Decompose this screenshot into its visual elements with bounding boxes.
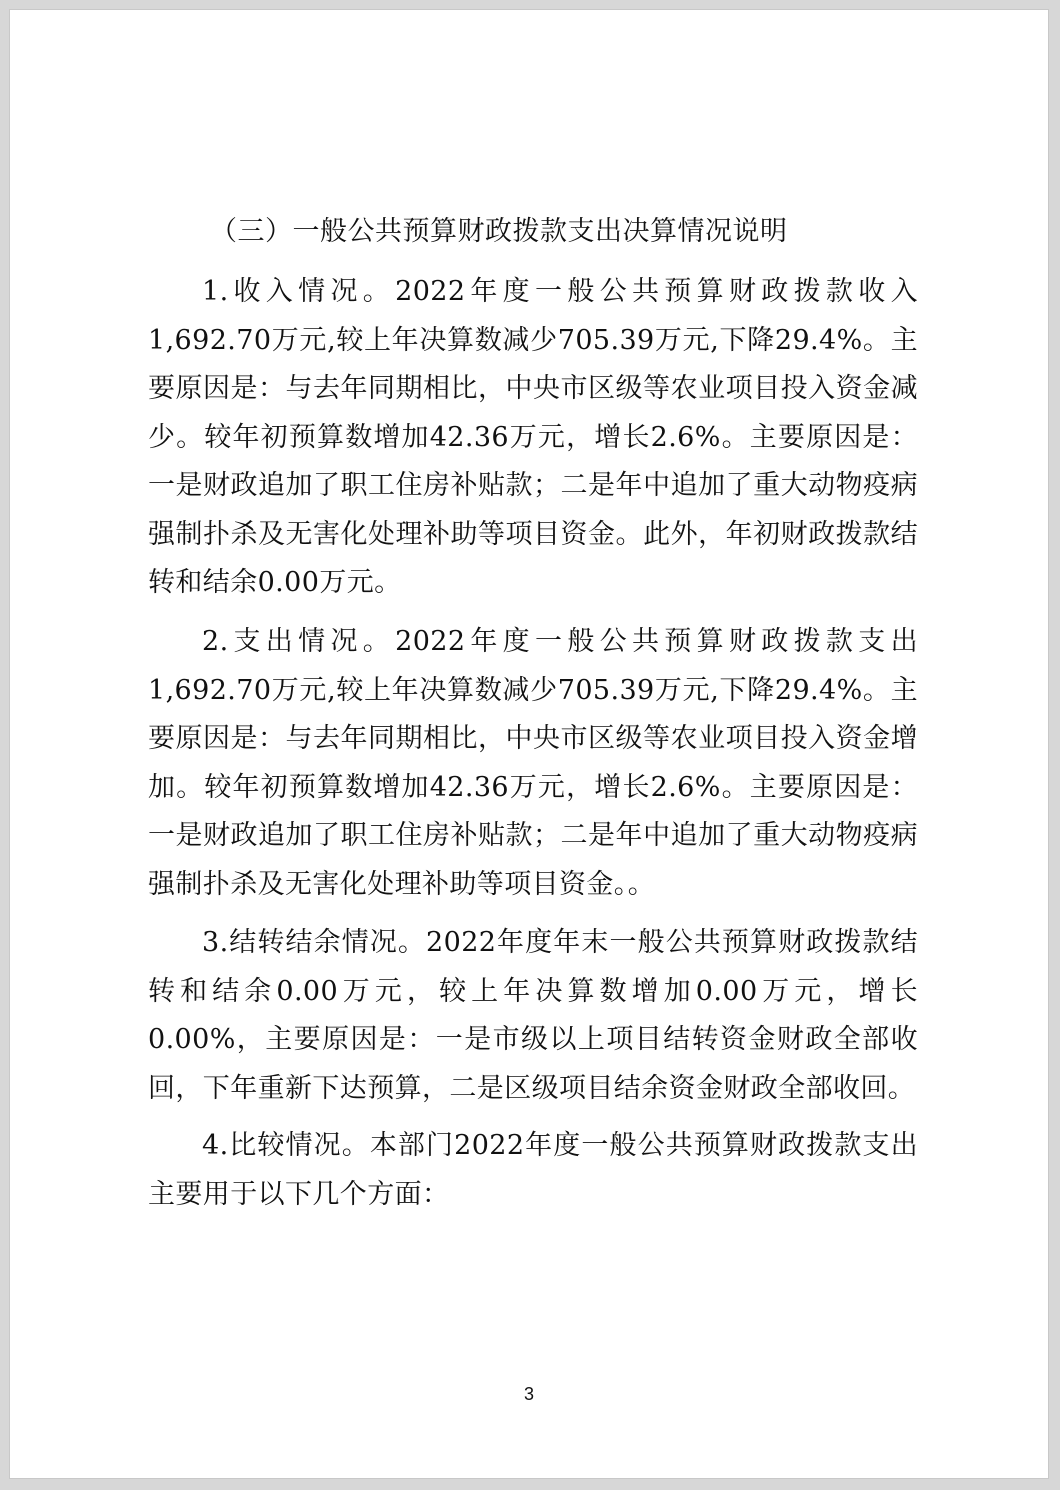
document-page: [10, 10, 1048, 1478]
paragraph-carryover: 3.结转结余情况。2022年度年末一般公共预算财政拨款结转和结余0.00万元，较上年决算数增加0.00万元，增长0.00%，主要原因是：一是市级以上项目结转资金财政全部收回，下年重新下达预算，二是区级项目结余资金财政全部收回。: [148, 927, 918, 1104]
paragraph-income: 1.收入情况。2022年度一般公共预算财政拨款收入1,692.70万元,较上年决算数减少705.39万元,下降29.4%。主要原因是：与去年同期相比，中央市区级等农业项目投入资金减少。较年初预算数增加42.36万元，增长2.6%。主要原因是：一是财政追加了职工住房补贴款；二是年中追加了重大动物疫病强制扑杀及无害化处理补助等项目资金。此外，年初财政拨款结转和结余0.00万元。: [148, 276, 918, 598]
paragraph-expenditure: 2.支出情况。2022年度一般公共预算财政拨款支出1,692.70万元,较上年决算数减少705.39万元,下降29.4%。主要原因是：与去年同期相比，中央市区级等农业项目投入资金增加。较年初预算数增加42.36万元，增长2.6%。主要原因是：一是财政追加了职工住房补贴款；二是年中追加了重大动物疫病强制扑杀及无害化处理补助等项目资金。。: [148, 626, 918, 900]
page-number: 3: [523, 1384, 534, 1404]
section-heading: （三）一般公共预算财政拨款支出决算情况说明: [210, 216, 788, 247]
paragraph-comparison: 4.比较情况。本部门2022年度一般公共预算财政拨款支出主要用于以下几个方面：: [148, 1130, 918, 1210]
